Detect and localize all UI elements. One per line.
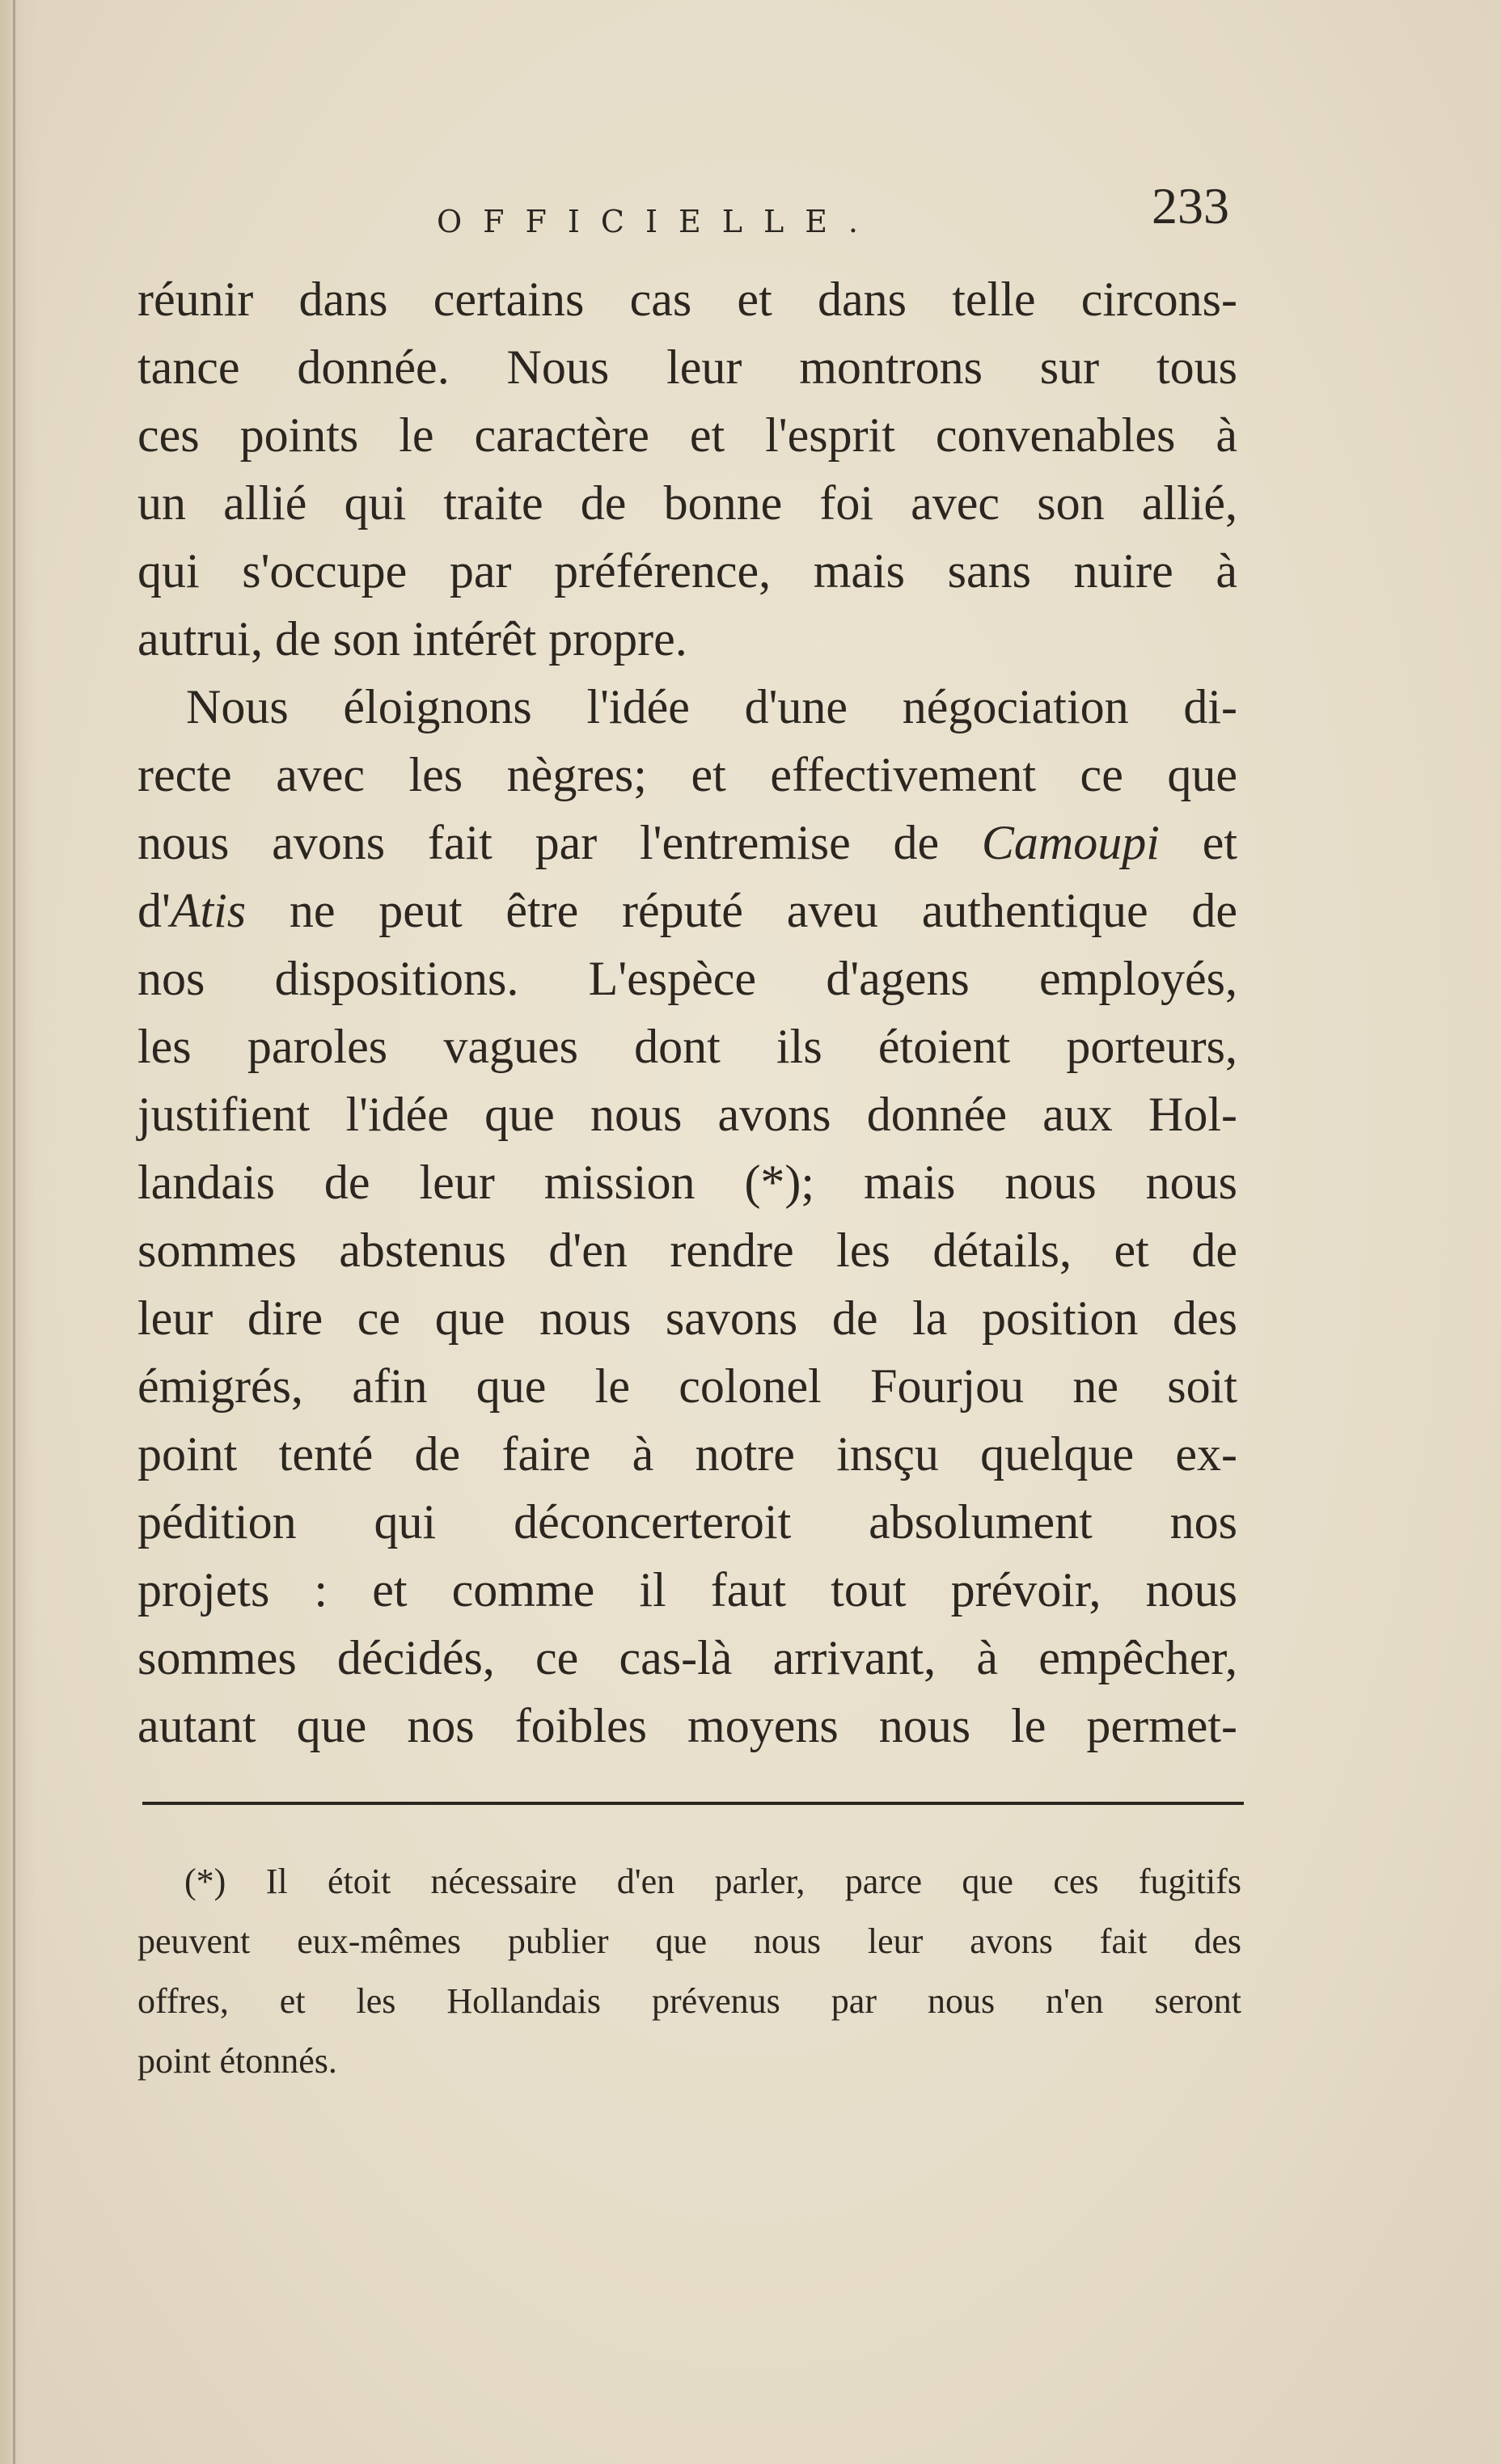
text-line: leur dire ce que nous savons de la position des xyxy=(137,1291,1237,1345)
text-line: landais de leur mission (*); mais nous nous xyxy=(137,1156,1237,1209)
italic-name-atis: Atis xyxy=(170,884,247,937)
running-head: OFFICIELLE. xyxy=(437,204,880,239)
footnote-rule xyxy=(142,1802,1244,1805)
footnote-line: point étonnés. xyxy=(137,2041,337,2081)
text-fragment: d' xyxy=(137,884,171,937)
text-line-composite xyxy=(137,877,1237,945)
footnote-line: peuvent eux-mêmes publier que nous leur avons fait des xyxy=(137,1921,1241,1961)
text-line: un allié qui traite de bonne foi avec son allié, xyxy=(137,476,1237,530)
footnote-line: (*) Il étoit nécessaire d'en parler, parce que ces fugitifs xyxy=(184,1862,1241,1901)
text-line: les paroles vagues dont ils étoient porteurs, xyxy=(137,1020,1237,1073)
text-line: ces points le caractère et l'esprit convenables à xyxy=(137,408,1237,462)
text-line: émigrés, afin que le colonel Fourjou ne soit xyxy=(137,1359,1237,1413)
text-line: pédition qui déconcerteroit absolument nos xyxy=(137,1495,1237,1549)
text-line: projets : et comme il faut tout prévoir, nous xyxy=(137,1563,1237,1617)
text-line: nos dispositions. L'espèce d'agens employés, xyxy=(137,952,1237,1005)
text-line: Nous éloignons l'idée d'une négociation di- xyxy=(186,680,1237,733)
text-line: autant que nos foibles moyens nous le permet- xyxy=(137,1699,1237,1752)
text-line: qui s'occupe par préférence, mais sans nuire à xyxy=(137,544,1237,598)
footnote-line: offres, et les Hollandais prévenus par nous n'en seront xyxy=(137,1981,1241,2021)
italic-name-camoupi: Camoupi xyxy=(981,816,1160,869)
text-line: justifient l'idée que nous avons donnée aux Hol- xyxy=(137,1088,1237,1141)
text-line: point tenté de faire à notre insçu quelque ex- xyxy=(137,1427,1237,1481)
text-line: sommes décidés, ce cas-là arrivant, à empêcher, xyxy=(137,1631,1237,1684)
text-line: recte avec les nègres; et effectivement ce que xyxy=(137,748,1237,801)
text-fragment: et xyxy=(1202,816,1238,869)
footnote xyxy=(137,1852,1241,2091)
page-gutter xyxy=(0,0,37,2464)
text-line: autrui, de son intérêt propre. xyxy=(137,612,687,666)
text-line-composite xyxy=(137,809,1237,877)
binding-edge xyxy=(13,0,15,2464)
text-fragment: ne peut être réputé aveu authentique de xyxy=(289,884,1237,937)
text-fragment: nous avons fait par l'entremise de xyxy=(137,816,940,869)
main-text xyxy=(137,265,1237,1760)
text-line: tance donnée. Nous leur montrons sur tous xyxy=(137,340,1237,394)
text-line: sommes abstenus d'en rendre les détails, et de xyxy=(137,1224,1237,1277)
text-line: réunir dans certains cas et dans telle circons- xyxy=(137,273,1237,326)
page-number: 233 xyxy=(1152,177,1229,235)
